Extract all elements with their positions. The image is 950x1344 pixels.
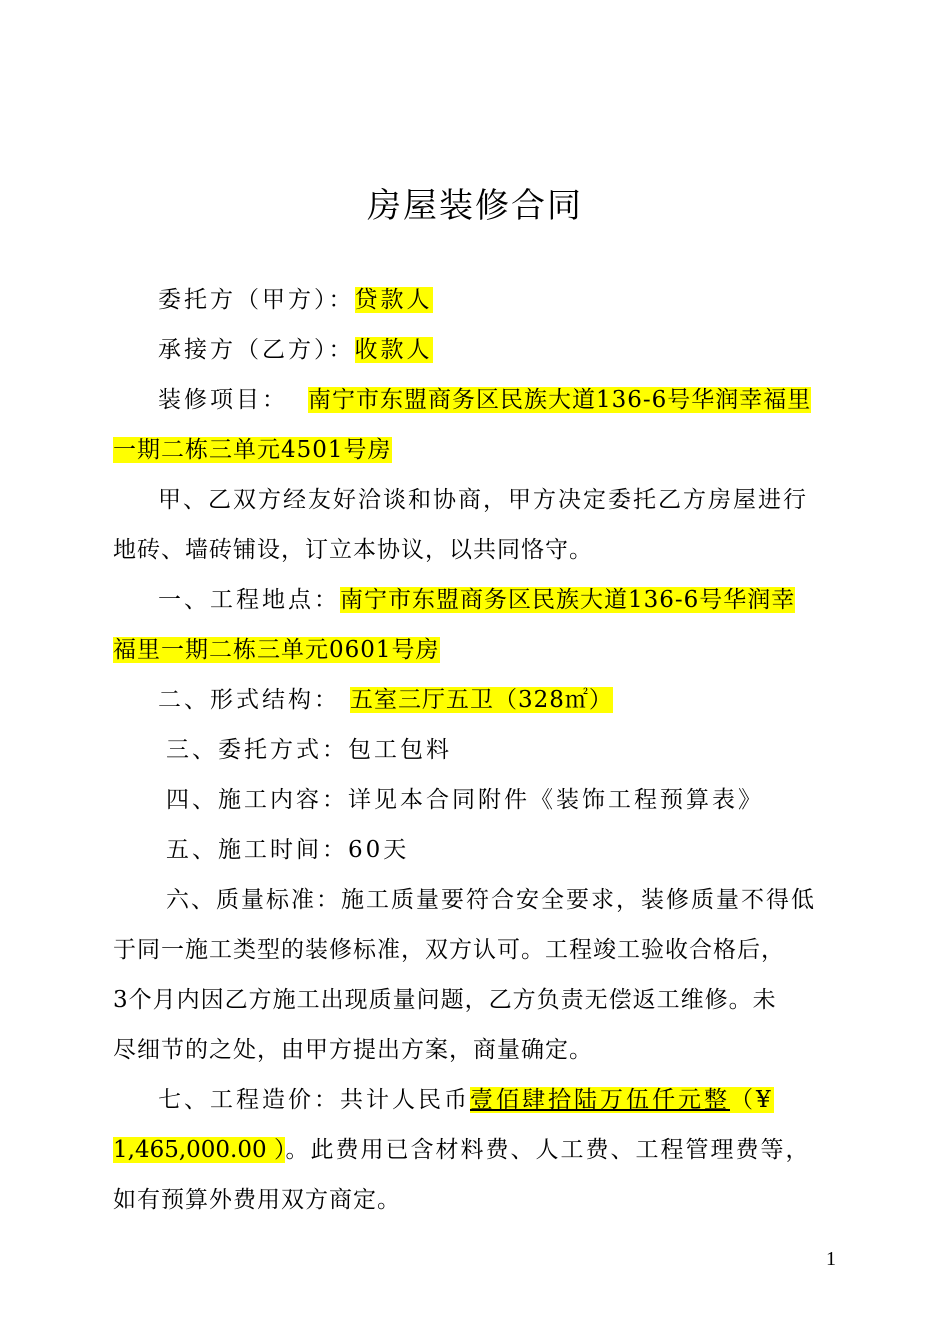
clause-5-value: 60天 — [348, 837, 410, 863]
clause-6-line-1: 六、质量标准：施工质量要符合安全要求，装修质量不得低 — [166, 887, 816, 913]
intro-line-1: 甲、乙双方经友好洽谈和协商，甲方决定委托乙方房屋进行 — [158, 487, 808, 513]
clause-7-rest: 。此费用已含材料费、人工费、工程管理费等， — [285, 1137, 811, 1163]
clause-7-line-1 — [158, 1083, 774, 1117]
clause-4-label: 四、施工内容： — [166, 787, 348, 813]
clause-3-line — [166, 733, 452, 767]
clause-1-value-2: 福里一期二栋三单元0601号房 — [113, 637, 440, 663]
clause-6-line-2: 于同一施工类型的装修标准，双方认可。工程竣工验收合格后， — [113, 937, 785, 963]
project-line-2 — [113, 433, 392, 467]
clause-4-value: 详见本合同附件《装饰工程预算表》 — [348, 787, 764, 813]
clause-7-line-2 — [113, 1133, 810, 1167]
clause-2-label: 二、形式结构： — [158, 687, 340, 713]
clause-1-value-1: 南宁市东盟商务区民族大道136-6号华润幸 — [340, 587, 796, 613]
contractor-value: 收款人 — [354, 337, 433, 363]
project-value-2: 一期二栋三单元4501号房 — [113, 437, 392, 463]
clause-1-line-2 — [113, 633, 440, 667]
client-label: 委托方（甲方）： — [158, 287, 355, 313]
clause-7-amount-open: （¥ — [730, 1087, 774, 1113]
clause-7-amount-words: 壹佰肆拾陆万伍仟元整 — [470, 1087, 730, 1113]
clause-2-line — [158, 683, 613, 717]
clause-7-label: 七、工程造价：共计人民币 — [158, 1087, 470, 1113]
clause-7-amount-figure: 1,465,000.00 ） — [113, 1137, 286, 1163]
contractor-label: 承接方（乙方）： — [158, 337, 355, 363]
clause-1-line-1 — [158, 583, 795, 617]
project-line-1 — [158, 383, 811, 417]
clause-3-label: 三、委托方式： — [166, 737, 348, 763]
project-value-1: 南宁市东盟商务区民族大道136-6号华润幸福里 — [308, 387, 812, 413]
clause-5-line — [166, 833, 409, 867]
intro-line-2: 地砖、墙砖铺设，订立本协议，以共同恪守。 — [113, 537, 593, 563]
clause-6-line-4: 尽细节的之处，由甲方提出方案，商量确定。 — [113, 1037, 593, 1063]
client-value: 贷款人 — [354, 287, 433, 313]
clause-2-value: 五室三厅五卫（328㎡） — [350, 687, 613, 713]
clause-1-label: 一、工程地点： — [158, 587, 340, 613]
clause-3-value: 包工包料 — [348, 737, 452, 763]
project-label: 装修项目： — [158, 387, 288, 413]
clause-7-line-3: 如有预算外费用双方商定。 — [113, 1187, 401, 1213]
client-line — [158, 283, 433, 317]
page-number: 1 — [826, 1248, 836, 1270]
contractor-line — [158, 333, 433, 367]
clause-6-line-3: 3个月内因乙方施工出现质量问题，乙方负责无偿返工维修。未 — [113, 987, 777, 1013]
document-title: 房屋装修合同 — [367, 186, 583, 226]
clause-5-label: 五、施工时间： — [166, 837, 348, 863]
clause-4-line — [166, 783, 764, 817]
